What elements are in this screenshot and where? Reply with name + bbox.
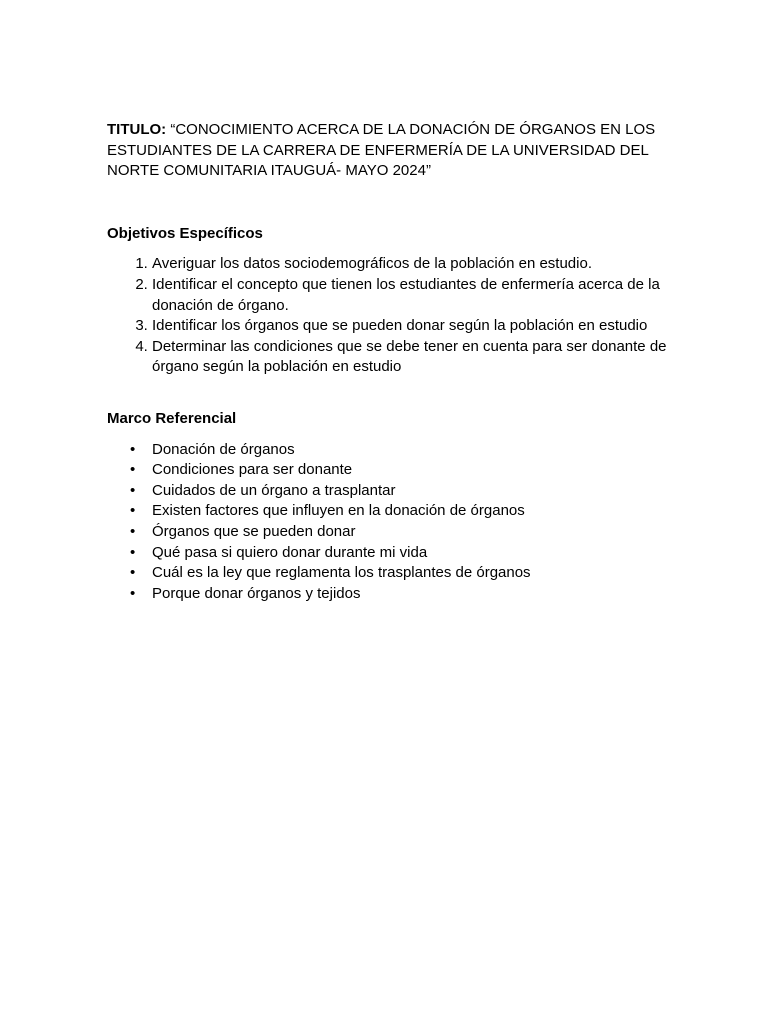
objective-item: 3. Identificar los órganos que se pueden donar según la población en estudio [152,316,668,337]
bullet-icon: • [130,502,136,520]
framework-item [130,584,668,605]
bullet-icon: • [130,481,136,499]
framework-item [130,440,668,461]
framework-heading: Marco Referencial [107,409,237,427]
framework-item [130,501,668,522]
framework-item-text: Donación de órganos [152,440,295,458]
bullet-icon: • [130,564,136,582]
framework-item [130,460,668,481]
objective-item: 4. Determinar las condiciones que se debe tener en cuenta para ser donante de órgano según la población en estudio [152,337,668,378]
bullet-icon: • [130,584,136,602]
bullet-icon: • [130,543,136,561]
framework-item [130,563,668,584]
bullet-icon: • [130,440,136,458]
framework-item-text: Cuál es la ley que reglamenta los trasplantes de órganos [152,564,531,582]
bullet-icon: • [130,461,136,479]
framework-item [130,481,668,502]
objective-item: 1. Averiguar los datos sociodemográficos de la población en estudio. [152,254,668,275]
framework-item-text: Órganos que se pueden donar [152,522,356,540]
objective-item: 2. Identificar el concepto que tienen los estudiantes de enfermería acerca de la donación de órgano. [152,275,668,316]
framework-item-text: Porque donar órganos y tejidos [152,584,361,602]
framework-item [130,543,668,564]
framework-item-text: Condiciones para ser donante [152,461,353,479]
framework-item [130,522,668,543]
title-label: TITULO: [107,121,167,138]
framework-item-text: Qué pasa si quiero donar durante mi vida [152,543,428,561]
framework-item-text: Existen factores que influyen en la donación de órganos [152,502,525,520]
framework-item-text: Cuidados de un órgano a trasplantar [152,481,396,499]
framework-list [107,440,668,605]
document-title [107,120,668,182]
bullet-icon: • [130,522,136,540]
objectives-list [107,254,668,378]
objectives-heading: Objetivos Específicos [107,224,263,242]
title-text: “CONOCIMIENTO ACERCA DE LA DONACIÓN DE ÓRGANOS EN LOS ESTUDIANTES DE LA CARRERA DE ENFERMERÍA DE LA UNIVERSIDAD DEL NORTE COMUNITARIA ITAUGUÁ- MAYO 2024” [107,121,656,180]
